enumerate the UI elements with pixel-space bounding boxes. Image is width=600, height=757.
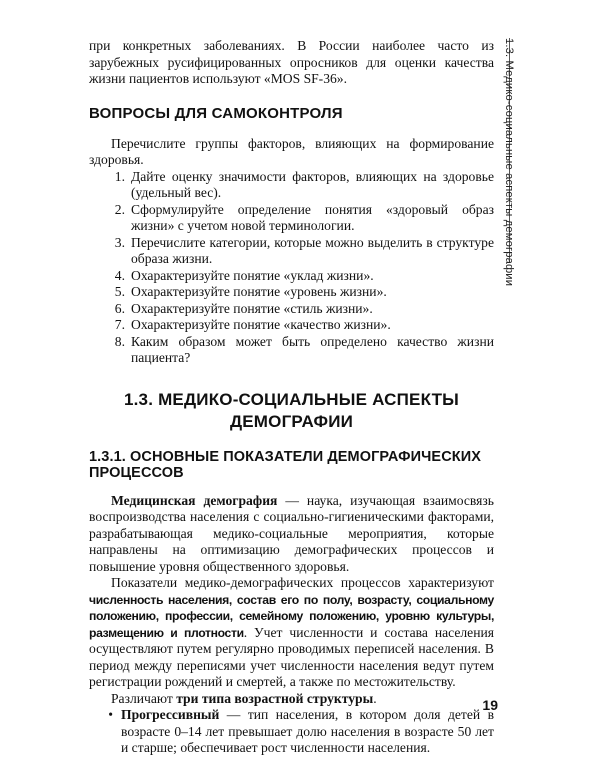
- age-structure-intro: Различают: [111, 690, 177, 706]
- questions-list: [89, 169, 494, 367]
- definition-text: — наука, изучающая взаимосвязь воспроизводства населения с социально-гигиеническими факторами, разрабатывающая медико-социальные мероприятия, которые направлены на оптимизацию демографических процессов и повышение уровня общественного здоровья.: [89, 492, 494, 574]
- paragraph-indicators: [89, 575, 494, 691]
- item-text: Охарактеризуйте понятие «уровень жизни».: [131, 284, 387, 299]
- questions-heading: ВОПРОСЫ ДЛЯ САМОКОНТРОЛЯ: [89, 104, 343, 122]
- paragraph-age-structure: [89, 691, 494, 708]
- indicators-intro: Показатели медико-демографических процессов характеризуют: [111, 575, 494, 590]
- age-structure-bold: три типа возрастной структуры: [176, 690, 374, 706]
- item-text: Охарактеризуйте понятие «качество жизни».: [131, 317, 391, 332]
- bullet-icon: •: [108, 707, 113, 722]
- item-number: 4.: [114, 267, 125, 283]
- list-item: [89, 301, 494, 318]
- item-text: Дайте оценку значимости факторов, влияющих на здоровье (удельный вес).: [131, 168, 494, 200]
- item-text: Охарактеризуйте понятие «уклад жизни».: [131, 267, 374, 283]
- bullet-item-progressive: [89, 707, 494, 757]
- paragraph-definition: [89, 493, 494, 576]
- main-text-column: [89, 38, 494, 757]
- list-item: [89, 235, 494, 268]
- side-running-header: 1.3. Медико-социальные аспекты демографии: [503, 38, 515, 287]
- list-item: [89, 202, 494, 235]
- item-text: Охарактеризуйте понятие «стиль жизни».: [131, 300, 373, 316]
- item-number: 2.: [114, 201, 125, 217]
- item-number: 3.: [114, 234, 125, 250]
- questions-lead: Перечислите группы факторов, влияющих на формирование здоровья.: [89, 135, 494, 167]
- item-number: 8.: [114, 333, 125, 349]
- indicators-bold-list: численность населения, состав его по полу, возрасту, социальному положению, профессии, семейному положению, уровню культуры, размещению и плотности: [89, 592, 494, 640]
- item-number: 5.: [114, 284, 125, 299]
- indicators-text: . Учет численности и состава населения осуществляют путем регулярно проводимых переписей населения. В период между переписями учет численности населения ведут путем регистрации рождений и смертей, а также по местожительству.: [89, 624, 495, 689]
- section-title: [89, 389, 494, 433]
- list-item: [89, 169, 494, 202]
- bullet-term: Прогрессивный: [121, 707, 220, 722]
- item-number: 7.: [114, 317, 125, 332]
- section-title-line: ДЕМОГРАФИИ: [229, 411, 354, 431]
- intro-paragraph: при конкретных заболеваниях. В России наиболее часто из зарубежных русифицированных опросников для оценки качества жизни пациентов используют «MOS SF-36».: [89, 38, 494, 86]
- section-title-line: 1.3. МЕДИКО-СОЦИАЛЬНЫЕ АСПЕКТЫ: [123, 389, 459, 409]
- list-item: [89, 317, 494, 334]
- item-text: Каким образом может быть определено качество жизни пациента?: [131, 333, 494, 365]
- list-item: [89, 284, 494, 301]
- item-number: 6.: [114, 300, 125, 316]
- bullet-definition: — тип населения, в котором доля детей в возрасте 0–14 лет превышает долю населения в возрасте 50 лет и старше; обеспечивает рост численности населения.: [121, 707, 494, 755]
- page-number: 19: [482, 697, 498, 713]
- item-text: Перечислите категории, которые можно выделить в структуре образа жизни.: [131, 234, 494, 266]
- item-number: 1.: [114, 168, 125, 184]
- list-item: [89, 268, 494, 285]
- term-medical-demography: Медицинская демография: [111, 492, 278, 508]
- age-structure-end: .: [373, 690, 377, 706]
- subsection-title: 1.3.1. ОСНОВНЫЕ ПОКАЗАТЕЛИ ДЕМОГРАФИЧЕСКИХ ПРОЦЕССОВ: [89, 448, 482, 481]
- bullet-text: [121, 707, 494, 757]
- item-text: Сформулируйте определение понятия «здоровый образ жизни» с учетом новой терминологии.: [131, 201, 494, 233]
- list-item: [89, 334, 494, 367]
